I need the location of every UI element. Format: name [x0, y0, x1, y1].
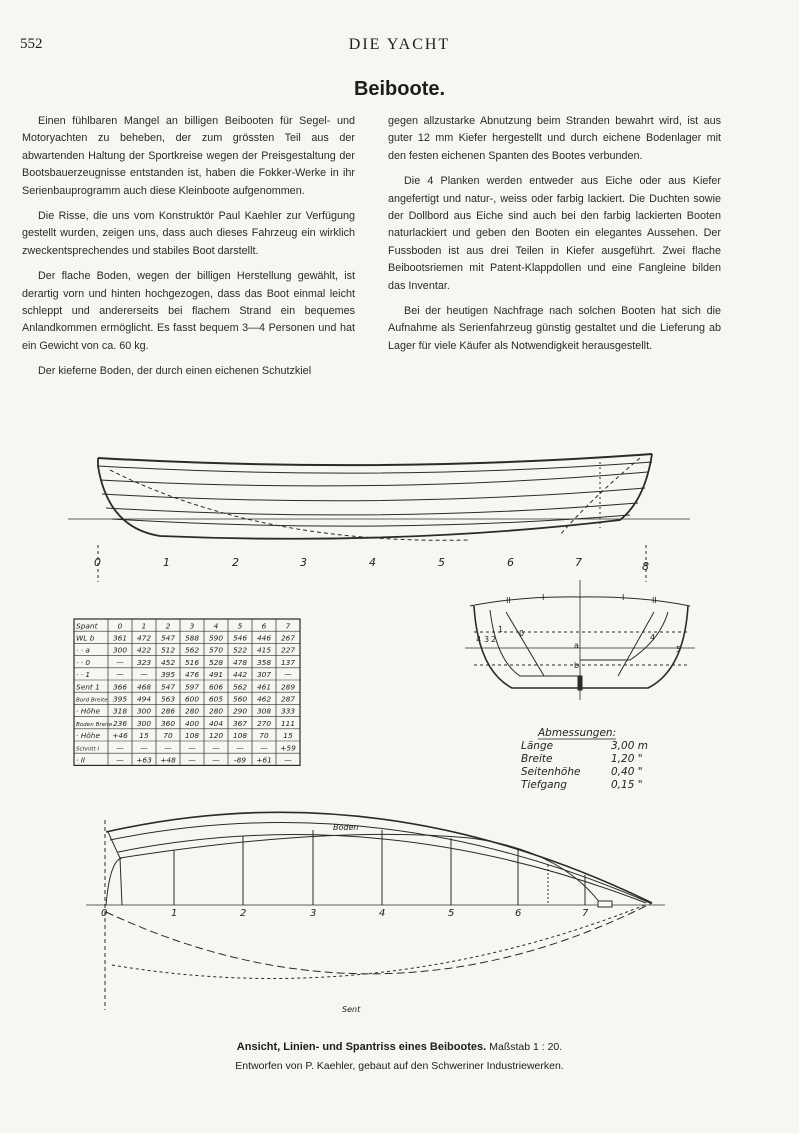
- paragraph: Der kieferne Boden, der durch einen eichenen Schutzkiel: [38, 365, 312, 378]
- table-cell: 522: [232, 645, 248, 655]
- table-cell: 461: [256, 682, 272, 692]
- table-cell: 15: [139, 731, 149, 741]
- section-label: 4: [650, 633, 656, 642]
- plan-station-number: 7: [582, 908, 589, 919]
- plan-station-number: 0: [101, 908, 108, 919]
- dimension-value: 3,00 m: [611, 740, 648, 752]
- table-cell: 404: [208, 718, 224, 728]
- table-cell: 108: [184, 731, 200, 741]
- station-number: 4: [369, 556, 376, 569]
- plan-station-number: 4: [379, 908, 386, 919]
- section-label: 0: [519, 629, 525, 638]
- profile-stations: [94, 556, 649, 573]
- section-label: 4: [476, 635, 482, 644]
- table-header-cell: 1: [141, 621, 147, 631]
- table-header-cell: 5: [237, 621, 243, 631]
- dimensions-heading: Abmessungen:: [538, 727, 617, 739]
- caption-main: Ansicht, Linien- und Spantriss eines Beibootes.: [236, 1041, 487, 1053]
- table-cell: 588: [184, 633, 200, 643]
- dimension-value: 0,40 ": [611, 766, 643, 778]
- station-number: 3: [300, 556, 307, 569]
- table-cell: 270: [256, 718, 272, 728]
- section-label: 1: [498, 625, 504, 634]
- table-cell: · · 0: [76, 657, 91, 667]
- table-cell: +48: [160, 755, 176, 765]
- table-cell: -89: [233, 755, 247, 765]
- section-label: b: [574, 661, 580, 670]
- table-cell: 546: [232, 633, 248, 643]
- table-cell: —: [212, 743, 220, 753]
- table-cell: 318: [112, 706, 128, 716]
- offsets-table: [74, 619, 300, 765]
- dimension-label: Länge: [521, 740, 554, 752]
- table-cell: · · 1: [76, 670, 91, 680]
- table-cell: 606: [208, 682, 224, 692]
- table-cell: 415: [256, 645, 272, 655]
- table-cell: 452: [160, 657, 176, 667]
- figure-caption: [0, 1041, 799, 1053]
- running-title: DIE YACHT: [348, 36, 451, 53]
- station-number: 6: [507, 556, 514, 569]
- table-cell: —: [116, 743, 124, 753]
- station-number: 8: [642, 560, 649, 573]
- paragraph: gegen allzustarke Abnutzung beim Stranden bewahrt wird, ist aus guter 12 mm Kiefer hergestellt und durch eichene Bodenlager mit den festen eichenen Spanten des Bootes verbunden.: [388, 115, 721, 162]
- table-cell: —: [260, 743, 268, 753]
- sent-label: Sent: [342, 1005, 361, 1014]
- table-header-cell: 2: [165, 621, 171, 631]
- table-cell: 227: [280, 645, 296, 655]
- table-cell: 395: [112, 694, 128, 704]
- plan-station-number: 1: [171, 908, 178, 919]
- plan-station-number: 6: [515, 908, 522, 919]
- table-cell: 307: [256, 670, 272, 680]
- table-cell: 70: [259, 731, 269, 741]
- table-cell: +59: [280, 743, 296, 753]
- table-cell: 15: [283, 731, 293, 741]
- table-cell: 547: [160, 633, 176, 643]
- table-cell: —: [140, 670, 148, 680]
- table-cell: 562: [184, 645, 200, 655]
- table-cell: 137: [280, 657, 296, 667]
- table-cell: 400: [184, 718, 200, 728]
- figure-credit: Entworfen von P. Kaehler, gebaut auf den Schweriner Industriewerken.: [235, 1060, 564, 1072]
- dimension-label: Tiefgang: [521, 779, 567, 791]
- paragraph: Die Risse, die uns vom Konstruktör Paul Kaehler zur Verfügung gestellt wurden, zeigen uns, dass auch dieses Fahrzeug ein wirklich zweckentsprechendes und stabiles Boot darstellt.: [22, 210, 355, 257]
- table-cell: 70: [163, 731, 173, 741]
- table-cell: · · a: [76, 645, 90, 655]
- table-cell: 286: [160, 706, 176, 716]
- table-cell: 491: [208, 670, 224, 680]
- table-cell: 442: [232, 670, 248, 680]
- profile-view: [68, 454, 690, 582]
- table-cell: —: [116, 670, 124, 680]
- table-cell: 422: [136, 645, 152, 655]
- table-cell: 290: [232, 706, 248, 716]
- table-cell: —: [116, 657, 124, 667]
- table-cell: Sent 1: [76, 682, 100, 692]
- table-cell: 494: [136, 694, 152, 704]
- table-cell: 563: [160, 694, 176, 704]
- table-cell: —: [164, 743, 172, 753]
- table-cell: 360: [160, 718, 176, 728]
- table-header-cell: 3: [189, 621, 195, 631]
- table-header-cell: Spant: [76, 621, 98, 631]
- section-label: 5: [676, 645, 682, 654]
- table-cell: 547: [160, 682, 176, 692]
- station-number: 2: [232, 556, 239, 569]
- dimension-value: 0,15 ": [611, 779, 643, 791]
- table-cell: 468: [136, 682, 152, 692]
- table-cell: 358: [256, 657, 272, 667]
- table-cell: 287: [280, 694, 296, 704]
- table-cell: +46: [112, 731, 128, 741]
- table-cell: Boden Breite: [76, 721, 113, 728]
- dimension-label: Seitenhöhe: [521, 766, 581, 778]
- table-cell: Bord Breite: [76, 697, 108, 704]
- table-cell: +63: [136, 755, 152, 765]
- table-cell: 111: [280, 718, 296, 728]
- table-cell: +61: [256, 755, 272, 765]
- table-cell: —: [188, 755, 196, 765]
- table-cell: · Höhe: [76, 731, 101, 741]
- table-cell: —: [116, 755, 124, 765]
- paragraph: Bei der heutigen Nachfrage nach solchen Booten hat sich die Aufnahme als Serienfahrzeug günstig gestaltet und die Lieferung ab Lager für viele Käufer als Notwendigkeit herausgestellt.: [388, 305, 721, 352]
- section-label: I: [542, 593, 545, 602]
- table-cell: · II: [76, 755, 86, 765]
- table-cell: 476: [184, 670, 200, 680]
- table-cell: 300: [112, 645, 128, 655]
- table-cell: 516: [184, 657, 200, 667]
- table-cell: 562: [232, 682, 248, 692]
- table-cell: 395: [160, 670, 176, 680]
- table-cell: 597: [184, 682, 200, 692]
- table-cell: 446: [256, 633, 272, 643]
- table-cell: 512: [160, 645, 176, 655]
- station-number: 1: [163, 556, 170, 569]
- plan-station-number: 3: [310, 908, 317, 919]
- table-cell: 323: [136, 657, 152, 667]
- boden-label: Boden: [333, 823, 359, 832]
- table-cell: 590: [208, 633, 224, 643]
- table-cell: 600: [184, 694, 200, 704]
- table-cell: —: [188, 743, 196, 753]
- section-label: a: [574, 641, 579, 650]
- table-header-cell: 4: [213, 621, 219, 631]
- table-cell: 361: [112, 633, 128, 643]
- table-cell: 308: [256, 706, 272, 716]
- table-cell: 570: [208, 645, 224, 655]
- section-label: I: [622, 593, 625, 602]
- table-cell: —: [236, 743, 244, 753]
- table-header-cell: 7: [285, 621, 291, 631]
- table-cell: 108: [232, 731, 248, 741]
- table-cell: 560: [232, 694, 248, 704]
- table-cell: 333: [280, 706, 296, 716]
- table-cell: —: [284, 670, 292, 680]
- section-label: 2: [491, 635, 497, 644]
- station-number: 7: [575, 556, 582, 569]
- section-label: 3: [484, 635, 490, 644]
- table-cell: —: [212, 755, 220, 765]
- table-cell: 462: [256, 694, 272, 704]
- table-cell: 236: [112, 718, 128, 728]
- table-cell: · Höhe: [76, 706, 101, 716]
- table-cell: 300: [136, 706, 152, 716]
- table-cell: 605: [208, 694, 224, 704]
- station-number: 5: [438, 556, 445, 569]
- table-cell: —: [284, 755, 292, 765]
- paragraph: Die 4 Planken werden entweder aus Eiche oder aus Kiefer angefertigt und natur-, weiss oder farbig lackiert. Die Duchten sowie der Dollbord aus Eiche sind auch bei den farbig lackierten Booten naturlackiert und geben den Booten ein elegantes Aussehen. Der Fussboden ist aus drei Teilen in Kiefer ausgeführt. Zwei flache Beibootsriemen mit Patent-Klappdollen und eine Fangleine bilden das Inventar.: [388, 175, 721, 292]
- table-cell: WL b: [76, 633, 95, 643]
- table-header-cell: 6: [261, 621, 267, 631]
- table-cell: 478: [232, 657, 248, 667]
- station-number: 0: [94, 556, 101, 569]
- plan-station-number: 5: [448, 908, 455, 919]
- paragraph: Der flache Boden, wegen der billigen Herstellung gewählt, ist derartig vorn und hinten hochgezogen, dass das Boot einmal leicht schleppt und andererseits bei flachem Strand ein bequemes Anlandkommen ermöglicht. Es fasst bequem 3—4 Personen und hat ein Gewicht von ca. 60 kg.: [22, 270, 355, 352]
- table-header-cell: 0: [117, 621, 123, 631]
- caption-scale: Maßstab 1 : 20.: [489, 1041, 563, 1053]
- table-cell: 528: [208, 657, 224, 667]
- table-cell: Schnitt I: [76, 746, 100, 753]
- article-title: Beiboote.: [353, 78, 446, 100]
- plan-station-number: 2: [240, 908, 247, 919]
- table-cell: 367: [232, 718, 248, 728]
- table-cell: 300: [136, 718, 152, 728]
- body-plan: [465, 580, 695, 700]
- table-cell: 289: [280, 682, 296, 692]
- dimension-label: Breite: [521, 753, 553, 765]
- table-cell: —: [140, 743, 148, 753]
- dimension-value: 1,20 ": [611, 753, 643, 765]
- page-number: 552: [20, 36, 43, 52]
- table-cell: 267: [280, 633, 296, 643]
- table-cell: 280: [184, 706, 200, 716]
- dimensions-block: [521, 727, 648, 791]
- table-cell: 120: [208, 731, 224, 741]
- table-cell: 280: [208, 706, 224, 716]
- section-label: II: [652, 596, 657, 605]
- table-cell: 366: [112, 682, 128, 692]
- table-cell: 472: [136, 633, 152, 643]
- paragraph: Einen fühlbaren Mangel an billigen Beibooten für Segel- und Motoryachten zu beheben, der zum grössten Teil aus der abwartenden Haltung der Sportkreise wegen der Preisgestaltung der Bootsbauerzeugnisse entstanden ist, haben die Fokker-Werke in ihr Serienbauprogramm auch diese Kleinboote aufgenommen.: [22, 115, 355, 197]
- section-label: II: [506, 596, 511, 605]
